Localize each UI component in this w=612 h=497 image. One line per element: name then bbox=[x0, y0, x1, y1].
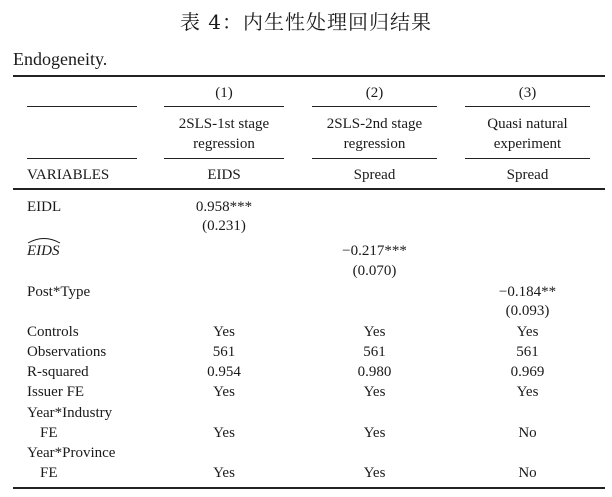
rule-under-numbers-label bbox=[27, 106, 137, 107]
row-label-issuer-fe: Issuer FE bbox=[27, 384, 85, 400]
eidl-col1-se: (0.231) bbox=[202, 218, 246, 234]
year-province-fe-col2: Yes bbox=[363, 465, 386, 481]
eids-hat-label: EIDS bbox=[27, 243, 60, 259]
table-title: 表 4：内生性处理回归结果 bbox=[179, 10, 433, 34]
year-industry-fe-col2: Yes bbox=[363, 425, 386, 441]
row-label-year-province: Year*Province bbox=[27, 445, 116, 461]
r-squared-col2: 0.980 bbox=[357, 364, 392, 380]
year-province-fe-col3: No bbox=[518, 465, 537, 481]
r-squared-col3: 0.969 bbox=[510, 364, 545, 380]
rule-under-numbers-col3 bbox=[465, 106, 590, 107]
rule-under-method-col1 bbox=[164, 158, 284, 159]
rule-under-numbers-col2 bbox=[312, 106, 437, 107]
r-squared-col1: 0.954 bbox=[207, 364, 241, 380]
controls-col1: Yes bbox=[213, 324, 235, 340]
col3-dependent: Spread bbox=[506, 167, 549, 183]
row-label-post-type: Post*Type bbox=[27, 284, 91, 300]
observations-col1: 561 bbox=[212, 344, 236, 360]
col3-number: (3) bbox=[518, 85, 537, 101]
col1-method-line2: regression bbox=[193, 136, 255, 152]
col2-method-line2: regression bbox=[343, 136, 406, 152]
col1-number: (1) bbox=[215, 85, 233, 101]
controls-col3: Yes bbox=[516, 324, 539, 340]
observations-col2: 561 bbox=[363, 344, 386, 360]
variables-header: VARIABLES bbox=[27, 167, 110, 183]
col2-method-line1: 2SLS-2nd stage bbox=[326, 116, 423, 132]
row-label-eids-hat bbox=[27, 242, 60, 260]
eidl-col1-coef: 0.958*** bbox=[195, 199, 253, 215]
row-label-observations: Observations bbox=[27, 344, 107, 360]
rule-under-numbers-col1 bbox=[164, 106, 284, 107]
controls-col2: Yes bbox=[363, 324, 386, 340]
bottom-rule bbox=[13, 487, 605, 489]
col1-method-line1: 2SLS-1st stage bbox=[178, 116, 270, 132]
row-label-year-industry-fe: FE bbox=[40, 425, 58, 441]
observations-col3: 561 bbox=[516, 344, 539, 360]
col2-number: (2) bbox=[365, 85, 384, 101]
col3-method-line2: experiment bbox=[493, 136, 562, 152]
row-label-controls: Controls bbox=[27, 324, 79, 340]
col1-dependent: EIDS bbox=[207, 167, 241, 183]
eids-col2-se: (0.070) bbox=[352, 263, 397, 279]
posttype-col3-coef: −0.184** bbox=[498, 284, 557, 300]
year-industry-fe-col3: No bbox=[518, 425, 537, 441]
issuer-fe-col3: Yes bbox=[516, 384, 539, 400]
table-caption: Endogeneity. bbox=[13, 49, 108, 69]
row-label-r-squared: R-squared bbox=[27, 364, 89, 380]
col2-dependent: Spread bbox=[353, 167, 396, 183]
posttype-col3-se: (0.093) bbox=[505, 303, 550, 319]
row-label-year-industry: Year*Industry bbox=[27, 405, 113, 421]
eids-col2-coef: −0.217*** bbox=[342, 243, 407, 259]
issuer-fe-col1: Yes bbox=[213, 384, 235, 400]
col3-method-line1: Quasi natural bbox=[487, 116, 568, 132]
hat-accent-icon bbox=[27, 236, 61, 244]
issuer-fe-col2: Yes bbox=[363, 384, 386, 400]
rule-under-method-col2 bbox=[312, 158, 437, 159]
row-label-year-province-fe: FE bbox=[40, 465, 58, 481]
top-rule bbox=[13, 75, 605, 77]
year-province-fe-col1: Yes bbox=[213, 465, 235, 481]
row-label-eidl: EIDL bbox=[27, 199, 62, 215]
year-industry-fe-col1: Yes bbox=[213, 425, 235, 441]
rule-under-method-col3 bbox=[465, 158, 590, 159]
header-rule bbox=[13, 188, 605, 190]
rule-under-method-label bbox=[27, 158, 137, 159]
